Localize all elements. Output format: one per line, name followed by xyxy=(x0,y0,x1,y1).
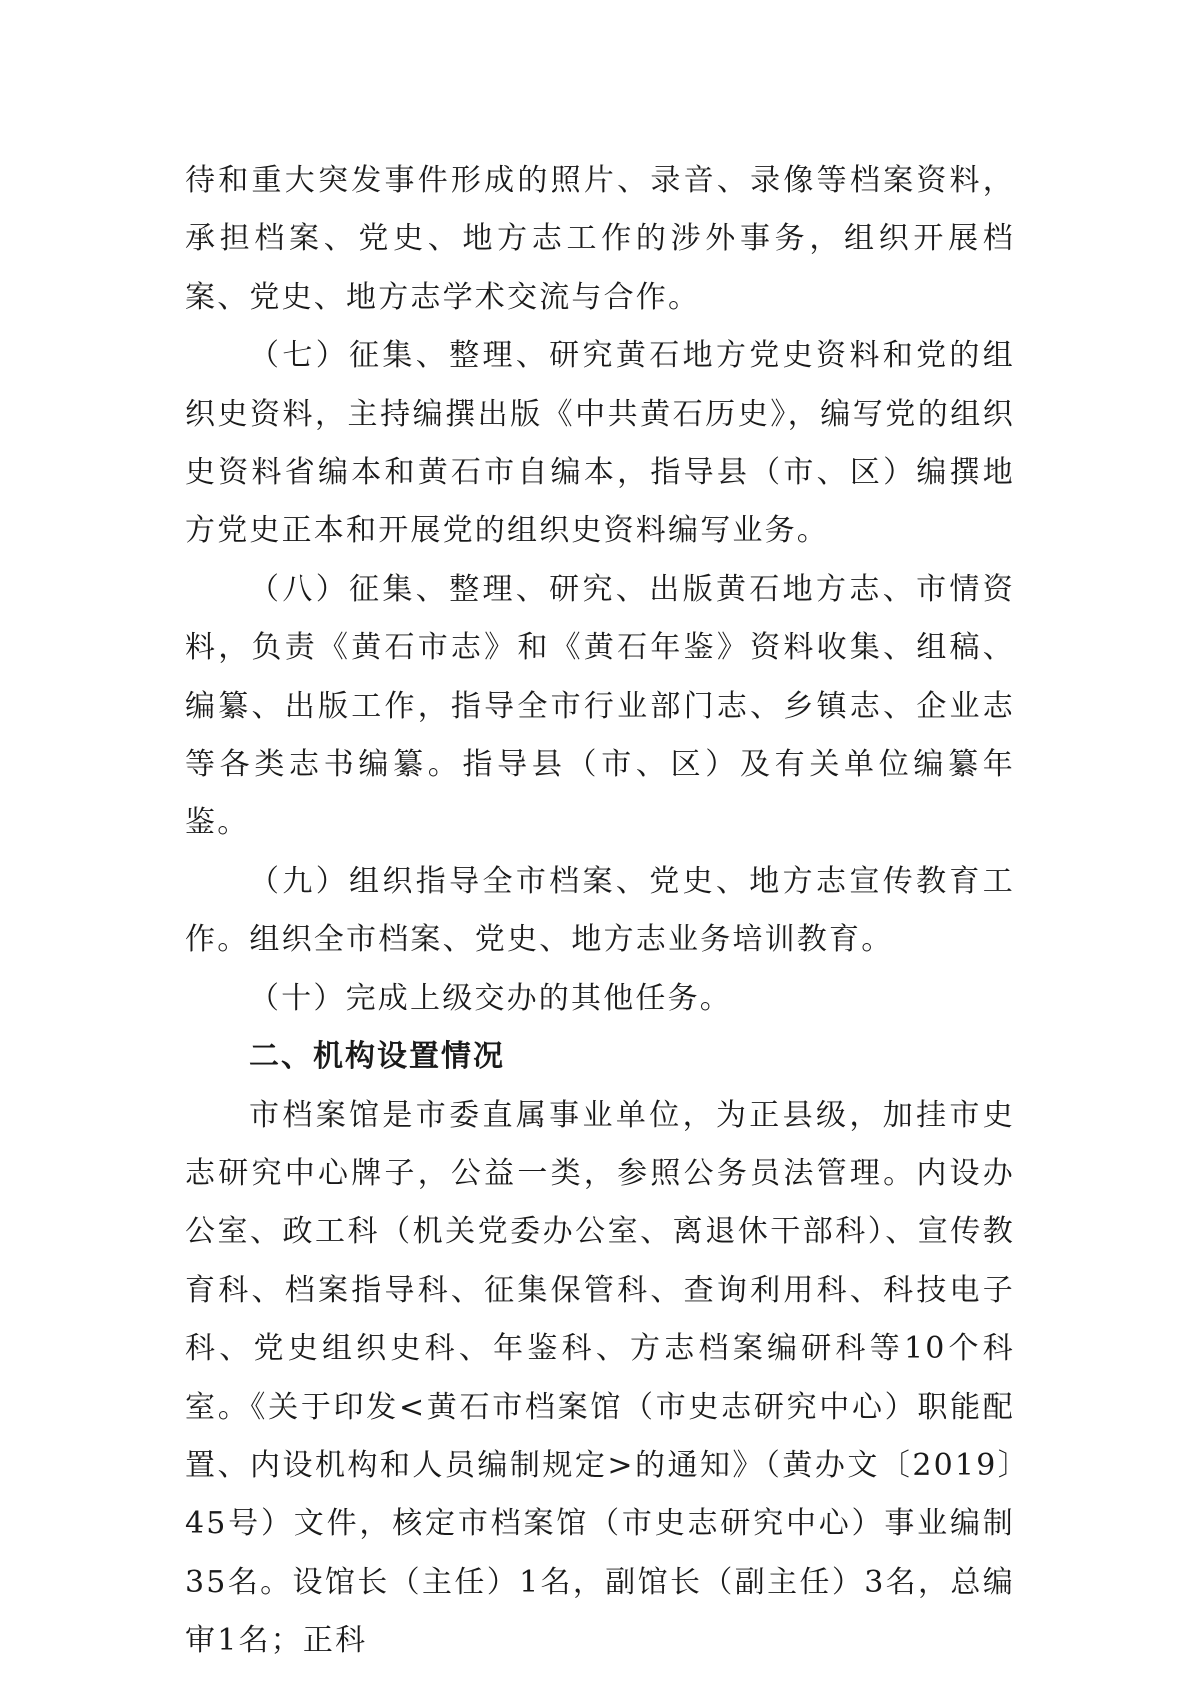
paragraph-item-7: （七）征集、整理、研究黄石地方党史资料和党的组织史资料，主持编撰出版《中共黄石历史》，编写党的组织史资料省编本和黄石市自编本，指导县（市、区）编撰地方党史正本和开展党的组织史资料编写业务。 xyxy=(185,338,1015,549)
section-heading: 二、机构设置情况 xyxy=(249,1039,505,1075)
paragraph-item-8: （八）征集、整理、研究、出版黄石地方志、市情资料，负责《黄石市志》和《黄石年鉴》资料收集、组稿、编纂、出版工作，指导全市行业部门志、乡镇志、企业志等各类志书编纂。指导县（市、区）及有关单位编纂年鉴。 xyxy=(185,571,1015,841)
paragraph-item-10: （十）完成上级交办的其他任务。 xyxy=(249,980,732,1016)
paragraph-item-9: （九）组织指导全市档案、党史、地方志宣传教育工作。组织全市档案、党史、地方志业务培训教育。 xyxy=(185,863,1015,958)
paragraph-continuation: 待和重大突发事件形成的照片、录音、录像等档案资料，承担档案、党史、地方志工作的涉外事务，组织开展档案、党史、地方志学术交流与合作。 xyxy=(185,163,1015,315)
document-body xyxy=(185,152,1015,1671)
paragraph-organization: 市档案馆是市委直属事业单位，为正县级，加挂市史志研究中心牌子，公益一类，参照公务员法管理。内设办公室、政工科（机关党委办公室、离退休干部科）、宣传教育科、档案指导科、征集保管科、查询利用科、科技电子科、党史组织史科、年鉴科、方志档案编研科等10个科室。《关于印发<黄石市档案馆（市史志研究中心）职能配置、内设机构和人员编制规定>的通知》（黄办文〔2019〕45号）文件，核定市档案馆（市史志研究中心）事业编制35名。设馆长（主任）1名，副馆长（副主任）3名，总编审1名；正科 xyxy=(185,1097,1015,1659)
